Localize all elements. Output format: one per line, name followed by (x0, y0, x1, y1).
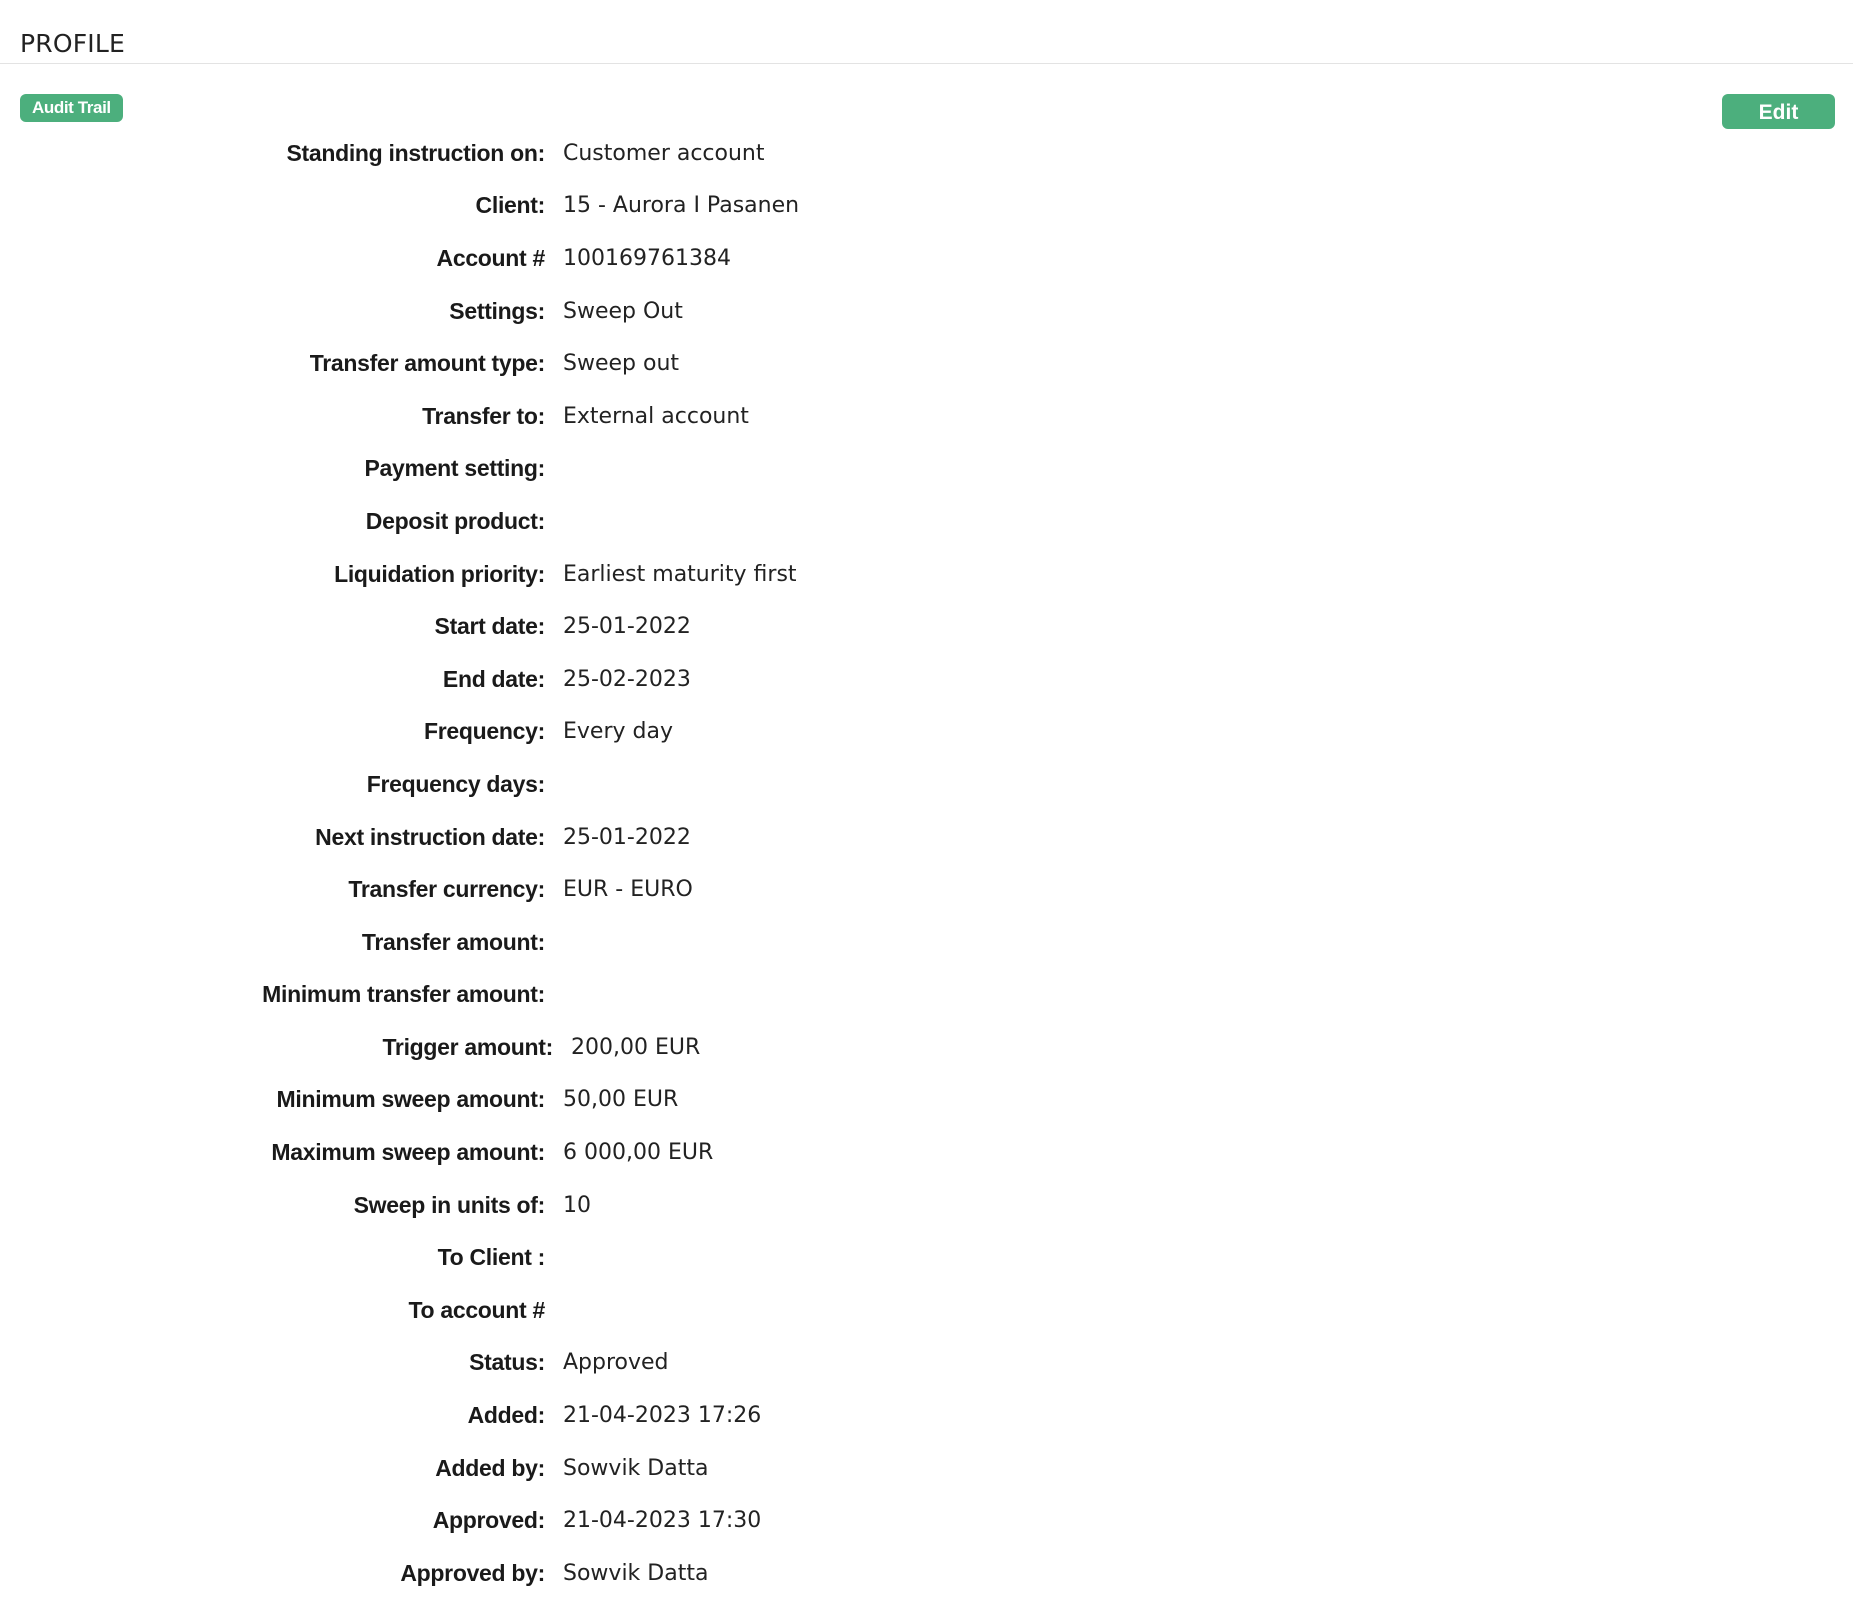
detail-label: Minimum transfer amount: (262, 981, 545, 1008)
detail-value: 21-04-2023 17:30 (563, 1508, 762, 1534)
detail-label: End date: (442, 665, 545, 692)
detail-row-to-client (0, 1231, 1200, 1284)
detail-label: Frequency days: (366, 770, 545, 797)
detail-value: 50,00 EUR (563, 1087, 679, 1113)
detail-label: Transfer amount type: (309, 350, 545, 377)
detail-label: To Client : (437, 1244, 545, 1271)
detail-row-liquidation-priority (0, 548, 1200, 601)
detail-row-transfer-amount-type (0, 337, 1200, 390)
detail-label: Added by: (435, 1454, 545, 1481)
detail-row-account (0, 232, 1200, 285)
page-title: PROFILE (20, 29, 126, 58)
detail-value: 21-04-2023 17:26 (563, 1403, 762, 1429)
detail-row-frequency-days (0, 758, 1200, 811)
detail-label: Account # (436, 244, 545, 271)
detail-value: Customer account (563, 140, 765, 166)
detail-label: Transfer currency: (348, 876, 545, 903)
detail-label: Transfer amount: (361, 928, 545, 955)
detail-value: 15 - Aurora I Pasanen (563, 193, 800, 219)
detail-label: Transfer to: (422, 402, 545, 429)
detail-row-approved-by (0, 1547, 1200, 1600)
detail-row-end-date (0, 653, 1200, 706)
detail-value: Every day (563, 719, 673, 745)
detail-value: Sowvik Datta (563, 1560, 709, 1586)
detail-row-settings (0, 285, 1200, 338)
detail-value: 25-02-2023 (563, 666, 691, 692)
detail-label: Standing instruction on: (286, 139, 545, 166)
detail-row-start-date (0, 600, 1200, 653)
detail-row-added-by (0, 1442, 1200, 1495)
detail-label: Approved by: (400, 1559, 545, 1586)
detail-label: Maximum sweep amount: (271, 1139, 545, 1166)
detail-row-deposit-product (0, 495, 1200, 548)
detail-row-status (0, 1337, 1200, 1390)
detail-row-transfer-currency (0, 863, 1200, 916)
detail-value: 25-01-2022 (563, 824, 691, 850)
detail-value: Approved (563, 1350, 669, 1376)
detail-label: Liquidation priority: (334, 560, 545, 587)
detail-value: Sweep Out (563, 298, 683, 324)
detail-value: Sweep out (563, 351, 680, 377)
detail-row-minimum-sweep-amount (0, 1074, 1200, 1127)
detail-row-approved (0, 1494, 1200, 1547)
detail-label: Frequency: (424, 718, 545, 745)
detail-label: To account # (408, 1296, 545, 1323)
detail-value: EUR - EURO (563, 877, 693, 903)
page-header (0, 0, 1853, 64)
detail-row-sweep-units (0, 1179, 1200, 1232)
detail-label: Status: (469, 1349, 545, 1376)
detail-label: Sweep in units of: (353, 1191, 545, 1218)
detail-value: External account (563, 403, 749, 429)
detail-label: Added: (467, 1402, 545, 1429)
detail-value: 10 (563, 1192, 591, 1218)
detail-row-client (0, 180, 1200, 233)
detail-row-added (0, 1389, 1200, 1442)
audit-trail-button[interactable]: Audit Trail (20, 94, 123, 122)
detail-row-to-account (0, 1284, 1200, 1337)
detail-row-frequency (0, 706, 1200, 759)
detail-row-transfer-amount (0, 916, 1200, 969)
detail-row-trigger-amount (0, 1021, 1200, 1074)
detail-row-payment-setting (0, 443, 1200, 496)
detail-value: 100169761384 (563, 245, 731, 271)
edit-button[interactable]: Edit (1722, 94, 1835, 129)
detail-value: 25-01-2022 (563, 614, 691, 640)
detail-label: Start date: (434, 613, 545, 640)
detail-value: Sowvik Datta (563, 1455, 709, 1481)
detail-label: Settings: (449, 297, 545, 324)
detail-row-transfer-to (0, 390, 1200, 443)
detail-label: Client: (475, 192, 545, 219)
detail-label: Payment setting: (364, 455, 545, 482)
profile-details (0, 127, 1200, 1600)
detail-row-standing-instruction (0, 127, 1200, 180)
detail-row-minimum-transfer-amount (0, 969, 1200, 1022)
detail-label: Deposit product: (365, 507, 545, 534)
detail-value: 6 000,00 EUR (563, 1140, 714, 1166)
detail-value: 200,00 EUR (571, 1034, 701, 1060)
detail-label: Approved: (432, 1507, 545, 1534)
detail-label: Minimum sweep amount: (276, 1086, 545, 1113)
detail-row-maximum-sweep-amount (0, 1126, 1200, 1179)
detail-label: Trigger amount: (382, 1033, 553, 1060)
detail-value: Earliest maturity first (563, 561, 797, 587)
detail-row-next-instruction-date (0, 811, 1200, 864)
detail-label: Next instruction date: (315, 823, 545, 850)
